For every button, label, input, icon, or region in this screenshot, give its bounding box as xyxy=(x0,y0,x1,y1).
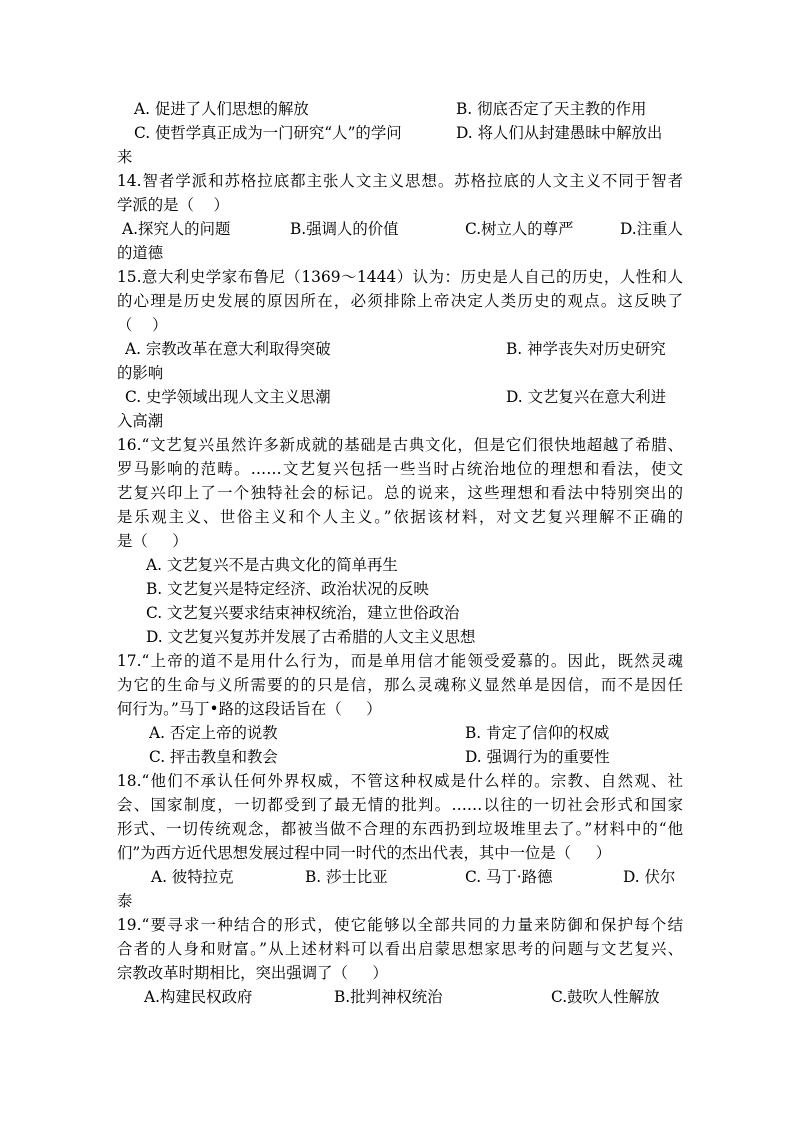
q13-option-d: D. 将人们从封建愚昧中解放出 xyxy=(456,124,663,142)
q18-stem-line-2: 会、国家制度，一切都受到了最无情的批判。……以往的一切社会形式和国家 xyxy=(117,796,683,814)
q15-option-b: B. 神学丧失对历史研究 xyxy=(506,340,666,358)
q14-option-d: D.注重人 xyxy=(620,220,683,238)
q15-option-d-continued: 入高潮 xyxy=(117,412,164,430)
q18-stem-line-1: 18.“他们不承认任何外界权威，不管这种权威是什么样的。宗教、自然观、社 xyxy=(117,772,683,790)
q15-option-b-continued: 的影响 xyxy=(117,364,164,382)
q14-option-c: C.树立人的尊严 xyxy=(465,220,574,238)
q17-option-a: A. 否定上帝的说教 xyxy=(149,724,278,742)
q15-option-d: D. 文艺复兴在意大利进 xyxy=(506,388,667,406)
q17-option-d: D. 强调行为的重要性 xyxy=(465,748,610,766)
q16-stem-line-4: 是乐观主义、世俗主义和个人主义。”依据该材料，对文艺复兴理解不正确的 xyxy=(117,508,683,526)
q15-stem-line-1: 15.意大利史学家布鲁尼（1369～1444）认为：历史是人自己的历史，人性和人 xyxy=(117,268,683,286)
q13-option-d-continued: 来 xyxy=(117,148,133,166)
q16-stem-line-2: 罗马影响的范畴。……文艺复兴包括一些当时占统治地位的理想和看法，使文 xyxy=(117,460,683,478)
q13-option-b: B. 彻底否定了天主教的作用 xyxy=(456,100,647,118)
q15-stem-line-2: 的心理是历史发展的原因所在，必须排除上帝决定人类历史的观点。这反映了 xyxy=(117,292,683,310)
q14-option-a: A.探究人的问题 xyxy=(122,220,231,238)
q17-stem-line-2: 为它的生命与义所需要的的只是信，那么灵魂称义显然单是因信，而不是因任 xyxy=(117,676,683,694)
q18-option-b: B. 莎士比亚 xyxy=(305,868,388,886)
q15-option-c: C. 史学领域出现人文主义思潮 xyxy=(125,388,331,406)
q19-stem-line-2: 合者的人身和财富。”从上述材料可以看出启蒙思想家思考的问题与文艺复兴、 xyxy=(117,940,683,958)
q18-option-d: D. 伏尔 xyxy=(623,868,676,886)
q16-option-b: B. 文艺复兴是特定经济、政治状况的反映 xyxy=(146,580,429,598)
q18-option-a: A. 彼特拉克 xyxy=(151,868,234,886)
q16-option-a: A. 文艺复兴不是古典文化的简单再生 xyxy=(146,556,398,574)
q13-option-c: C. 使哲学真正成为一门研究“人”的学问 xyxy=(134,124,402,142)
q13-option-a: A. 促进了人们思想的解放 xyxy=(134,100,309,118)
q17-option-c: C. 抨击教皇和教会 xyxy=(149,748,278,766)
q19-stem-line-1: 19.“要寻求一种结合的形式，使它能够以全部共同的力量来防御和保护每个结 xyxy=(117,916,683,934)
q18-stem-line-3: 形式、一切传统观念，都被当做不合理的东西扔到垃圾堆里去了。”材料中的“他 xyxy=(117,820,683,838)
q17-stem-line-1: 17.“上帝的道不是用什么行为，而是单用信才能领受爱慕的。因此，既然灵魂 xyxy=(117,652,683,670)
q15-stem-line-3: （ ） xyxy=(117,316,168,334)
q19-stem-line-3: 宗教改革时期相比，突出强调了（ ） xyxy=(117,964,388,982)
q16-option-d: D. 文艺复兴复苏并发展了古希腊的人文主义思想 xyxy=(146,628,476,646)
q14-option-d-continued: 的道德 xyxy=(117,244,164,262)
q16-option-c: C. 文艺复兴要求结束神权统治，建立世俗政治 xyxy=(146,604,460,622)
q14-stem-line-1: 14.智者学派和苏格拉底都主张人文主义思想。苏格拉底的人文主义不同于智者 xyxy=(117,172,683,190)
q17-stem-line-3: 何行为。”马丁•路的这段话旨在（ ） xyxy=(117,700,382,718)
q14-stem-line-2: 学派的是（ ） xyxy=(117,196,229,214)
q16-stem-line-3: 艺复兴印上了一个独特社会的标记。总的说来，这些理想和看法中特别突出的 xyxy=(117,484,683,502)
q14-option-b: B.强调人的价值 xyxy=(290,220,399,238)
q16-stem-line-1: 16.“文艺复兴虽然许多新成就的基础是古典文化，但是它们很快地超越了希腊、 xyxy=(117,436,683,454)
q17-option-b: B. 肯定了信仰的权威 xyxy=(465,724,610,742)
q15-option-a: A. 宗教改革在意大利取得突破 xyxy=(125,340,331,358)
q19-option-a: A.构建民权政府 xyxy=(144,988,253,1006)
q18-stem-line-4: 们”为西方近代思想发展过程中同一时代的杰出代表，其中一位是（ ） xyxy=(117,844,612,862)
q18-option-d-continued: 泰 xyxy=(117,892,133,910)
q18-option-c: C. 马丁·路德 xyxy=(465,868,553,886)
q19-option-b: B.批判神权统治 xyxy=(334,988,443,1006)
q16-stem-line-5: 是（ ） xyxy=(117,532,188,550)
q19-option-c: C.鼓吹人性解放 xyxy=(551,988,660,1006)
